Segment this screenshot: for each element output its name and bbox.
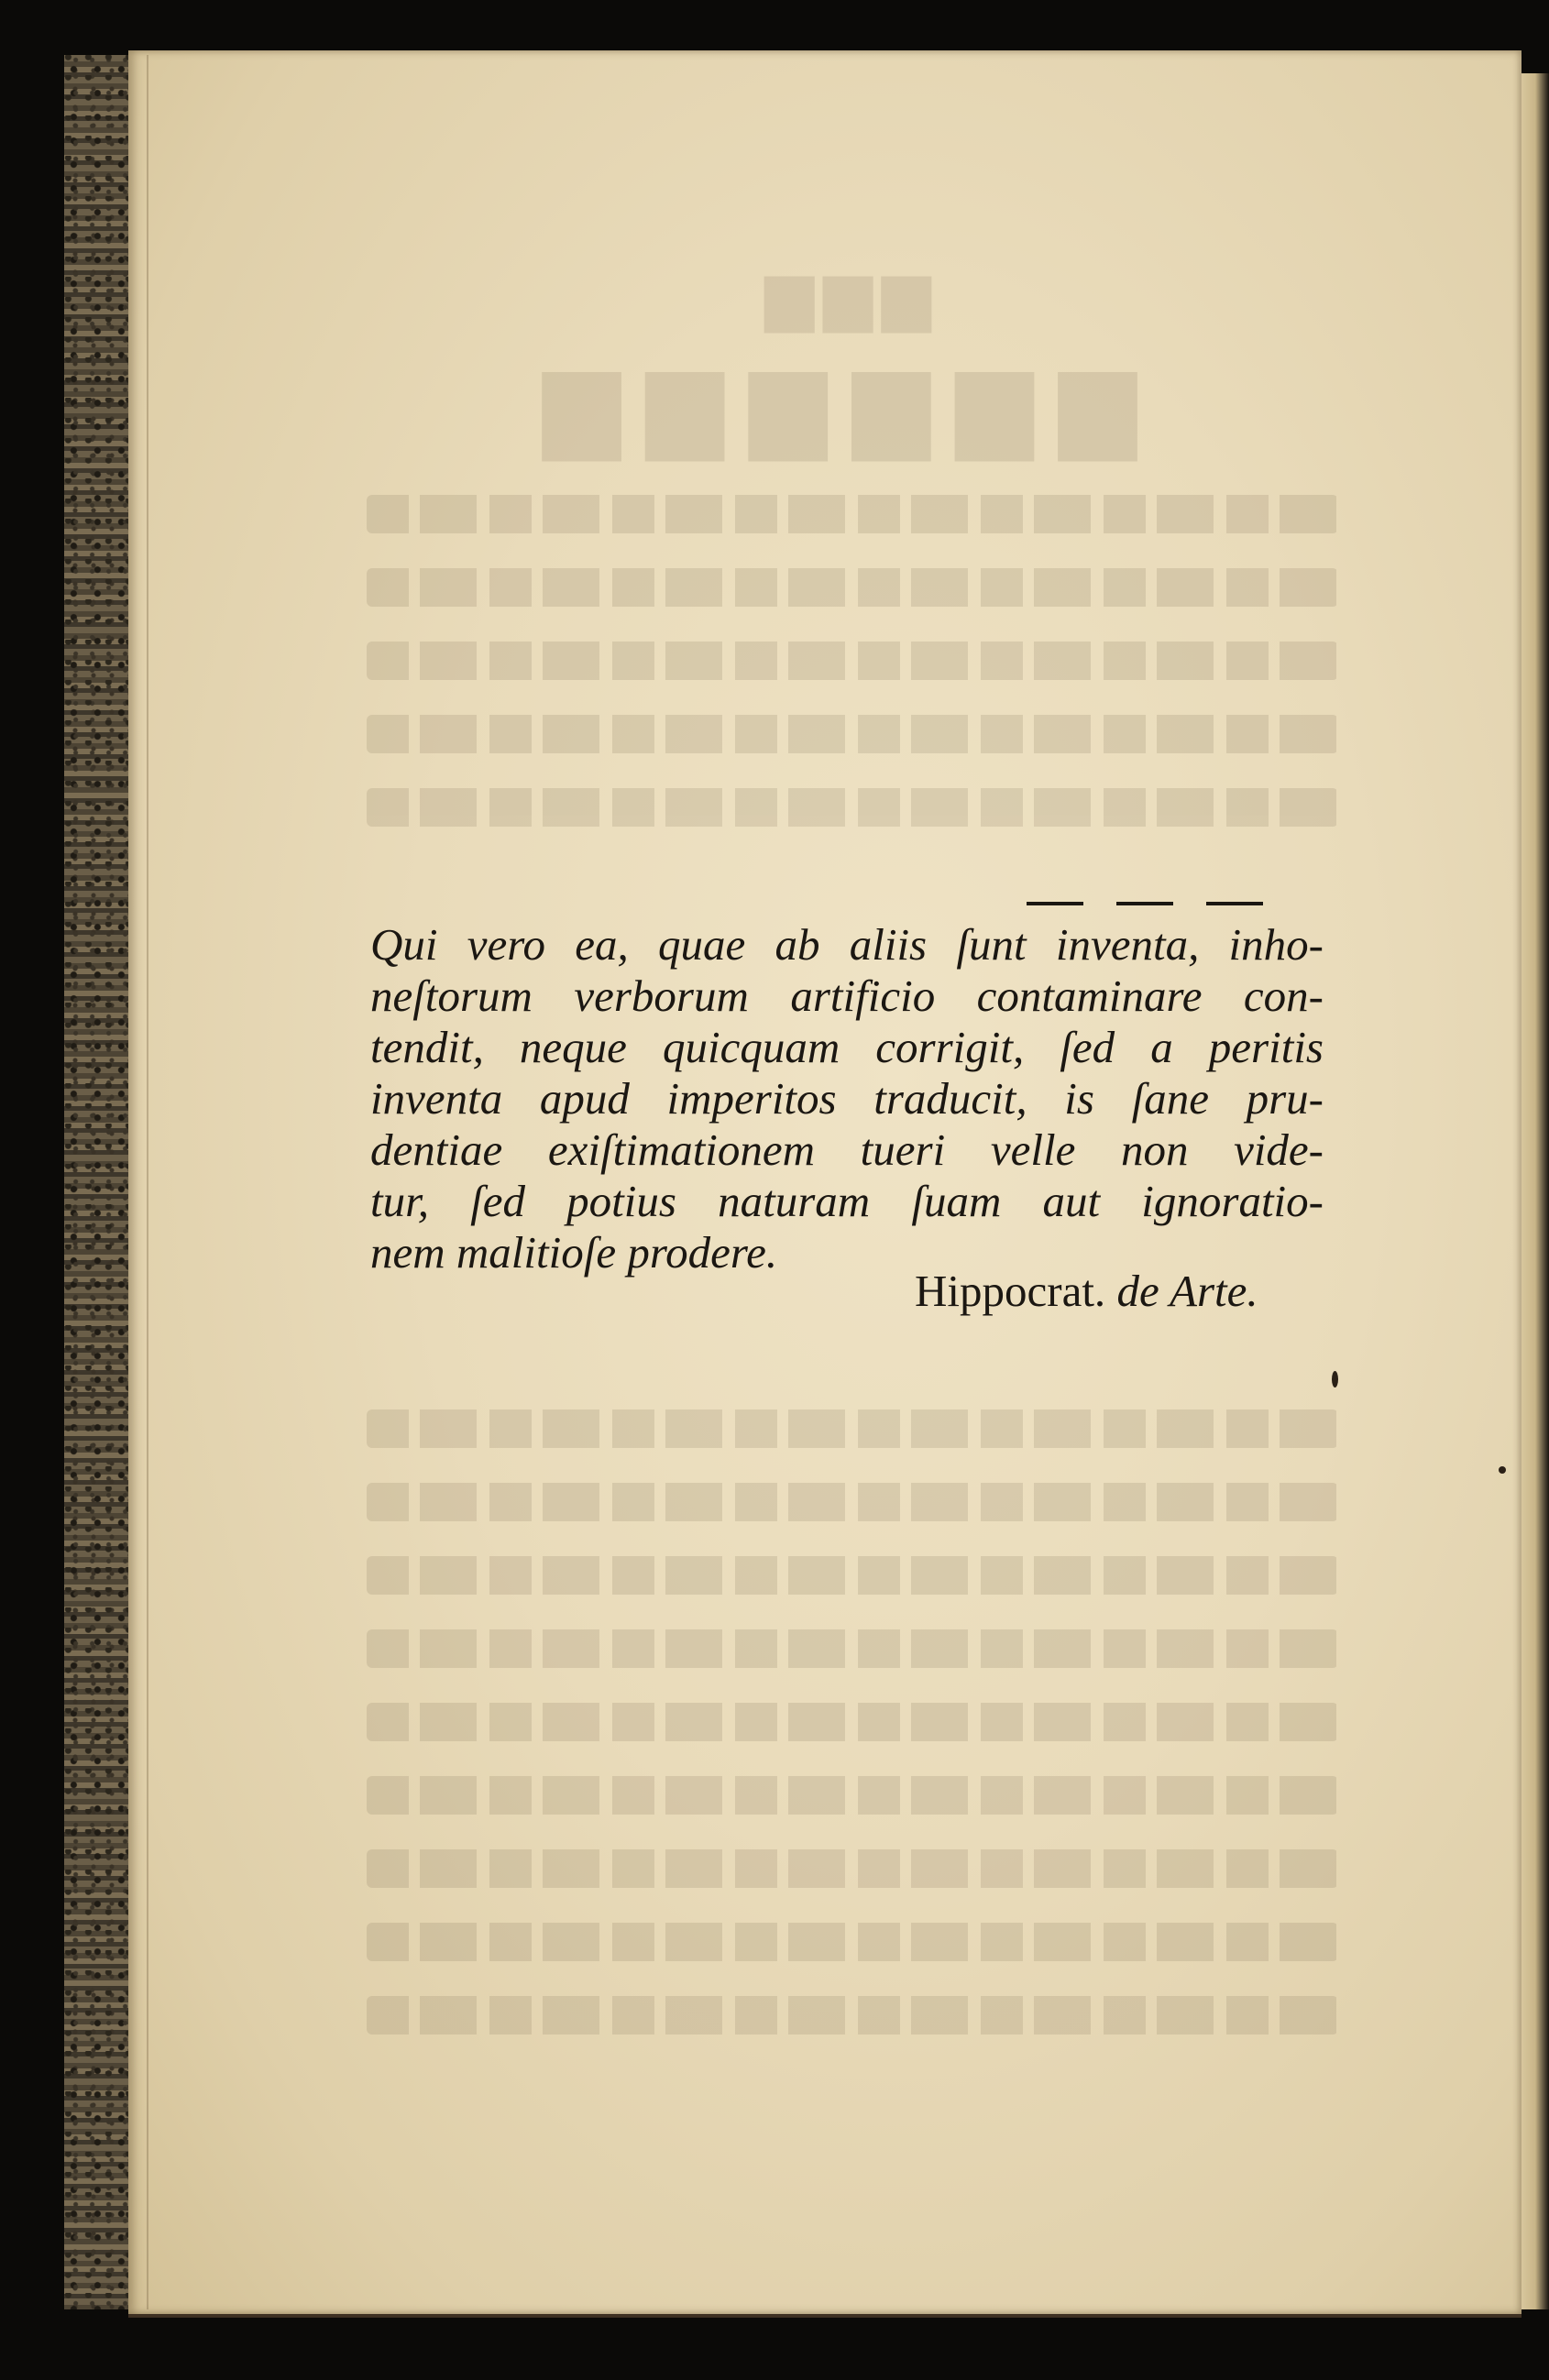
epigraph-line: tendit, neque quicquam corrigit, ſed a peritis <box>370 1022 1324 1072</box>
ink-speck <box>1499 1466 1506 1474</box>
right-page-edge <box>1522 73 1549 2309</box>
epigraph-line: dentiae exiſtimationem tueri velle non vide- <box>370 1124 1324 1175</box>
ink-speck <box>1332 1371 1338 1387</box>
epigraph-attribution <box>915 1265 1258 1317</box>
epigraph-line: Qui vero ea, quae ab aliis ſunt inventa, inho- <box>370 919 1324 970</box>
latin-epigraph <box>370 919 1324 1278</box>
separator-dashes <box>1027 902 1265 913</box>
epigraph-line: tur, ſed potius naturam ſuam aut ignoratio- <box>370 1176 1324 1226</box>
epigraph-line: nem malitioſe prodere. <box>370 1227 778 1278</box>
attribution-author: Hippocrat. <box>915 1266 1106 1316</box>
epigraph-line: neſtorum verborum artificio contaminare con- <box>370 971 1324 1021</box>
attribution-work: de Arte. <box>1116 1266 1258 1316</box>
epigraph-line: inventa apud imperitos traducit, is ſane pru- <box>370 1073 1324 1124</box>
marbled-binding-edge <box>64 55 128 2309</box>
dash <box>1206 902 1263 905</box>
dash <box>1116 902 1173 905</box>
dash <box>1027 902 1083 905</box>
page-fold-line <box>147 55 148 2309</box>
